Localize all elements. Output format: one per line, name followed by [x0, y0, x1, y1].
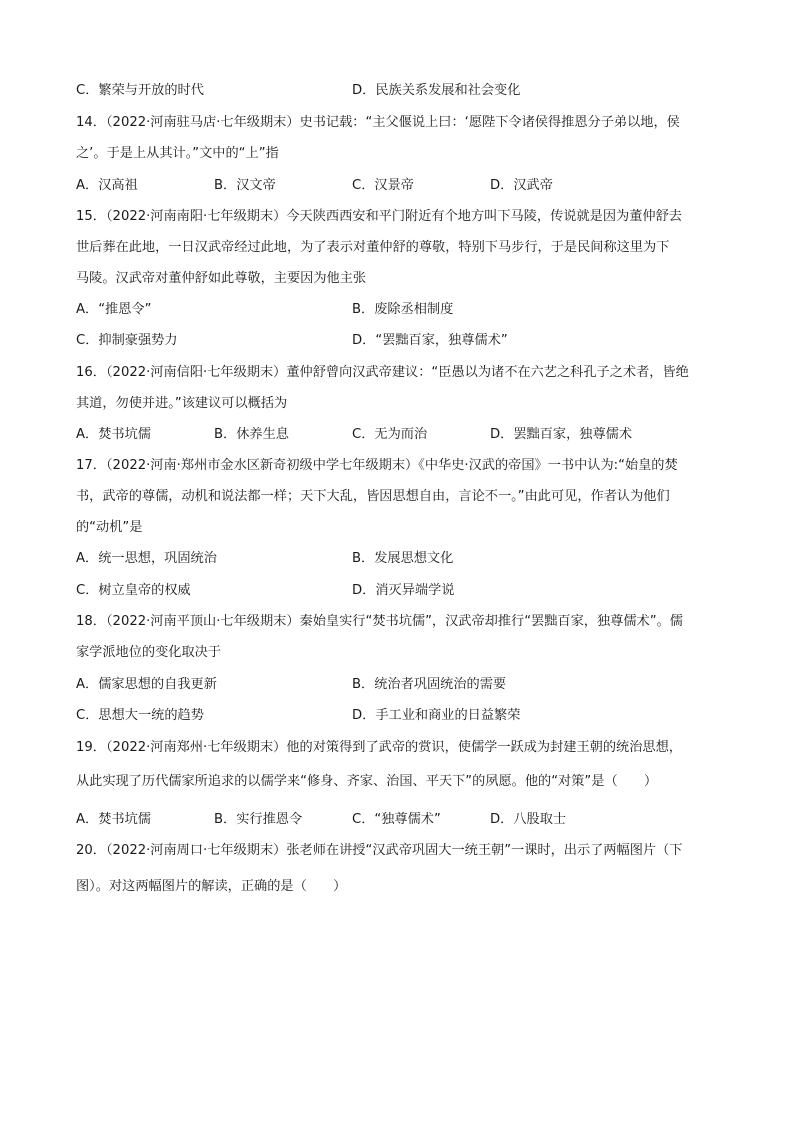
q18-option-c: C．思想大一统的趋势 — [76, 708, 204, 723]
q14-option-a: A．汉高祖 — [76, 178, 138, 193]
question-19-text-cont: 从此实现了历代儒家所追求的以儒学来“修身、齐家、治国、平天下”的夙愿。他的“对策”是（ ） — [76, 774, 658, 789]
option-c: C．繁荣与开放的时代 — [76, 83, 204, 98]
q19-option-b: B．实行推恩令 — [214, 812, 303, 827]
option-d: D．民族关系发展和社会变化 — [352, 83, 521, 98]
q15-option-a: A．“推恩令” — [76, 302, 152, 317]
q17-option-a: A．统一思想，巩固统治 — [76, 551, 217, 566]
q14-option-b: B．汉文帝 — [214, 178, 276, 193]
question-17-text-cont2: 的“动机”是 — [76, 520, 143, 535]
q15-option-b: B．废除丞相制度 — [352, 302, 454, 317]
q18-option-b: B．统治者巩固统治的需要 — [352, 677, 507, 692]
question-15-text-cont: 世后葬在此地，一日汉武帝经过此地，为了表示对董仲舒的尊敬，特别下马步行，于是民间称这里为下 — [76, 240, 670, 255]
q16-option-a: A．焚书坑儒 — [76, 427, 151, 442]
q14-option-c: C．汉景帝 — [352, 178, 414, 193]
q16-option-b: B．休养生息 — [214, 427, 289, 442]
q17-option-d: D．消灭异端学说 — [352, 583, 455, 598]
question-14-text: 14．（2022·河南驻马店·七年级期末）史书记载：“主父偃说上曰：‘愿陛下令诸侯得推恩分子弟以地，侯 — [76, 115, 680, 130]
q16-option-c: C．无为而治 — [352, 427, 428, 442]
question-15-text: 15．（2022·河南南阳·七年级期末）今天陕西西安和平门附近有个地方叫下马陵，传说就是因为董仲舒去 — [76, 209, 682, 224]
question-14-text-cont: 之’。于是上从其计。”文中的“上”指 — [76, 146, 279, 161]
question-17-text-cont: 书，武帝的尊儒，动机和说法都一样；天下大乱，皆因思想自由，言论不一。”由此可见，作者认为他们 — [76, 489, 670, 504]
q16-option-d: D．罢黜百家，独尊儒术 — [490, 427, 633, 442]
q15-option-d: D．“罢黜百家，独尊儒术” — [352, 333, 508, 348]
question-16-text: 16．（2022·河南信阳·七年级期末）董仲舒曾向汉武帝建议：“臣愚以为诸不在六艺之科孔子之术者，皆绝 — [76, 365, 689, 380]
question-19-text: 19．（2022·河南郑州·七年级期末）他的对策得到了武帝的赏识，使儒学一跃成为封建王朝的统治思想， — [76, 740, 682, 755]
question-16-text-cont: 其道，勿使并进。”该建议可以概括为 — [76, 396, 288, 411]
question-20-text-cont: 图）。对这两幅图片的解读，正确的是（ ） — [76, 879, 347, 894]
question-20-text: 20．（2022·河南周口·七年级期末）张老师在讲授“汉武帝巩固大一统王朝”一课时，出示了两幅图片（下 — [76, 843, 683, 858]
question-18-text: 18．（2022·河南平顶山·七年级期末）秦始皇实行“焚书坑儒”，汉武帝却推行“罢黜百家，独尊儒术”。儒 — [76, 614, 683, 629]
q18-option-d: D．手工业和商业的日益繁荣 — [352, 708, 521, 723]
q19-option-c: C．“独尊儒术” — [352, 812, 441, 827]
q18-option-a: A．儒家思想的自我更新 — [76, 677, 217, 692]
q17-option-b: B．发展思想文化 — [352, 551, 454, 566]
question-17-text: 17．（2022·河南·郑州市金水区新奇初级中学七年级期末）《中华史·汉武的帝国》一书中认为:“始皇的焚 — [76, 458, 678, 473]
q19-option-a: A．焚书坑儒 — [76, 812, 151, 827]
q14-option-d: D．汉武帝 — [490, 178, 553, 193]
q19-option-d: D．八股取士 — [490, 812, 567, 827]
question-15-text-cont2: 马陵。汉武帝对董仲舒如此尊敬，主要因为他主张 — [76, 271, 367, 286]
q17-option-c: C．树立皇帝的权威 — [76, 583, 191, 598]
question-18-text-cont: 家学派地位的变化取决于 — [76, 645, 222, 660]
q15-option-c: C．抑制豪强势力 — [76, 333, 178, 348]
